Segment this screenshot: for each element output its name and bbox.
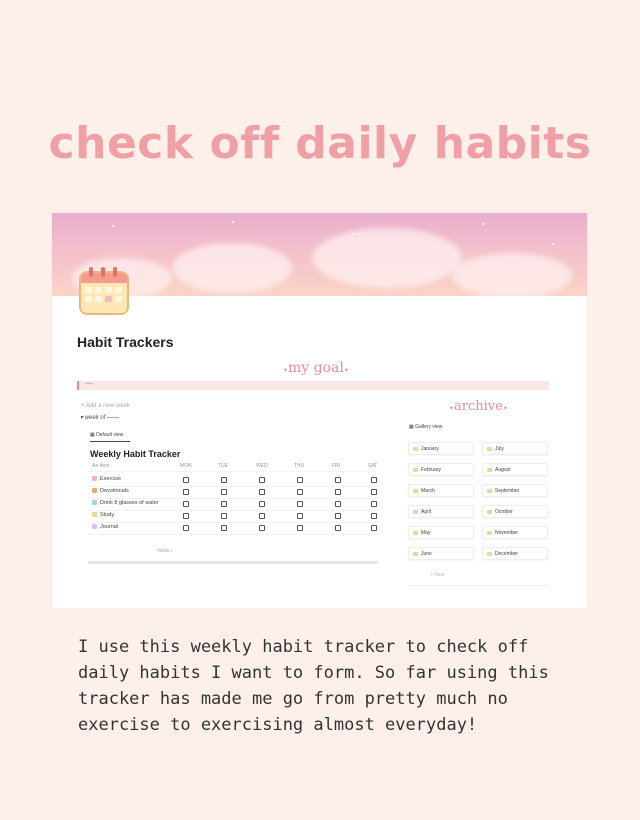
folder-icon [487, 489, 492, 493]
tracker-title: Weekly Habit Tracker [90, 449, 181, 459]
habit-checkbox[interactable] [183, 477, 189, 483]
column-header-sat[interactable]: SAT [368, 463, 378, 469]
month-label: November [495, 530, 519, 536]
habit-checkbox[interactable] [183, 525, 189, 531]
month-card[interactable] [408, 484, 474, 497]
habit-checkbox[interactable] [259, 477, 265, 483]
habit-checkbox[interactable] [297, 525, 303, 531]
goal-callout-text: — [85, 379, 93, 388]
table-row[interactable] [92, 512, 114, 518]
habit-checkbox[interactable] [259, 513, 265, 519]
folder-icon [413, 489, 418, 493]
folder-icon [413, 447, 418, 451]
month-card[interactable] [408, 442, 474, 455]
habit-checkbox[interactable] [335, 525, 341, 531]
gallery-icon: ▦ [409, 424, 416, 430]
month-label: June [421, 551, 432, 557]
table-row[interactable] [92, 476, 121, 482]
folder-icon [487, 510, 492, 514]
habit-checkbox[interactable] [297, 477, 303, 483]
month-card[interactable] [482, 526, 548, 539]
habit-checkbox[interactable] [297, 501, 303, 507]
habit-checkbox[interactable] [221, 477, 227, 483]
month-card[interactable] [482, 484, 548, 497]
caption-text: I use this weekly habit tracker to check off daily habits I want to form. So far using this tracker has made me go from pretty much no exercise to exercising almost everyday! [78, 637, 549, 735]
habit-checkbox[interactable] [183, 501, 189, 507]
add-new-week-button[interactable]: + Add a new week [81, 403, 130, 409]
habit-checkbox[interactable] [259, 489, 265, 495]
month-card[interactable] [408, 463, 474, 476]
habit-checkbox[interactable] [371, 477, 377, 483]
month-card[interactable] [408, 505, 474, 518]
habit-checkbox[interactable] [297, 489, 303, 495]
habit-checkbox[interactable] [371, 501, 377, 507]
month-label: January [421, 446, 439, 452]
month-card[interactable] [408, 526, 474, 539]
table-row[interactable] [92, 500, 159, 506]
habit-icon [92, 512, 97, 517]
month-label: April [421, 509, 432, 515]
habit-icon [92, 524, 97, 529]
tab-gallery-view[interactable]: ▦ Gallery view [409, 424, 443, 430]
month-label: December [495, 551, 519, 557]
page-title: Habit Trackers [77, 334, 174, 350]
month-label: May [421, 530, 431, 536]
cover-banner [52, 213, 587, 296]
month-label: September [495, 488, 520, 494]
habit-checkbox[interactable] [259, 501, 265, 507]
habit-label: Study [100, 512, 115, 518]
month-card[interactable] [482, 442, 548, 455]
habit-checkbox[interactable] [183, 489, 189, 495]
more-link[interactable]: more › [158, 548, 173, 554]
month-card[interactable] [482, 505, 548, 518]
habit-icon [92, 488, 97, 493]
habit-label: Drink 8 glasses of water [100, 500, 159, 506]
column-header-fri[interactable]: FRI [332, 463, 341, 469]
folder-icon [487, 531, 492, 535]
habit-icon [92, 500, 97, 505]
month-label: October [495, 509, 513, 515]
folder-icon [413, 468, 418, 472]
calendar-icon [79, 271, 129, 315]
column-header-item[interactable]: Aa Item [92, 463, 110, 469]
folder-icon [487, 552, 492, 556]
folder-icon [413, 531, 418, 535]
table-icon: ▦ [90, 432, 97, 438]
habit-label: Journal [100, 524, 119, 530]
habit-checkbox[interactable] [221, 525, 227, 531]
folder-icon [413, 510, 418, 514]
weekly-habit-tracker [88, 431, 388, 566]
new-page-button[interactable]: + New [430, 572, 445, 578]
habit-checkbox[interactable] [259, 525, 265, 531]
column-header-thu[interactable]: THU [294, 463, 305, 469]
habit-checkbox[interactable] [371, 489, 377, 495]
horizontal-scrollbar[interactable] [88, 561, 378, 564]
archive-label: ✦archive✦ [449, 399, 508, 414]
habit-icon [92, 476, 97, 481]
month-label: July [495, 446, 504, 452]
habit-checkbox[interactable] [183, 513, 189, 519]
habit-checkbox[interactable] [335, 477, 341, 483]
month-label: March [421, 488, 435, 494]
month-label: August [495, 467, 511, 473]
habit-checkbox[interactable] [371, 525, 377, 531]
folder-icon [413, 552, 418, 556]
month-card[interactable] [408, 547, 474, 560]
habit-label: Exercise [100, 476, 122, 482]
table-row[interactable] [92, 488, 129, 494]
habit-checkbox[interactable] [221, 513, 227, 519]
notion-page-screenshot [52, 213, 587, 608]
habit-checkbox[interactable] [297, 513, 303, 519]
habit-checkbox[interactable] [335, 489, 341, 495]
goal-callout[interactable] [77, 381, 549, 390]
headline: check off daily habits [48, 118, 592, 169]
tab-default-view[interactable]: ▦ Default view [90, 432, 130, 442]
week-of-toggle[interactable]: ▾ week of —— [80, 415, 120, 421]
folder-icon [487, 447, 492, 451]
column-header-wed[interactable]: WED [256, 463, 268, 469]
habit-checkbox[interactable] [335, 513, 341, 519]
month-card[interactable] [482, 463, 548, 476]
goal-label: ✦my goal✦ [283, 360, 349, 376]
habit-checkbox[interactable] [221, 501, 227, 507]
habit-checkbox[interactable] [221, 489, 227, 495]
column-header-tue[interactable]: TUE [218, 463, 228, 469]
habit-checkbox[interactable] [371, 513, 377, 519]
folder-icon [487, 468, 492, 472]
table-row[interactable] [92, 524, 118, 530]
habit-label: Devotionals [100, 488, 129, 494]
column-header-mon[interactable]: MON [180, 463, 192, 469]
month-label: February [421, 467, 442, 473]
habit-checkbox[interactable] [335, 501, 341, 507]
month-card[interactable] [482, 547, 548, 560]
